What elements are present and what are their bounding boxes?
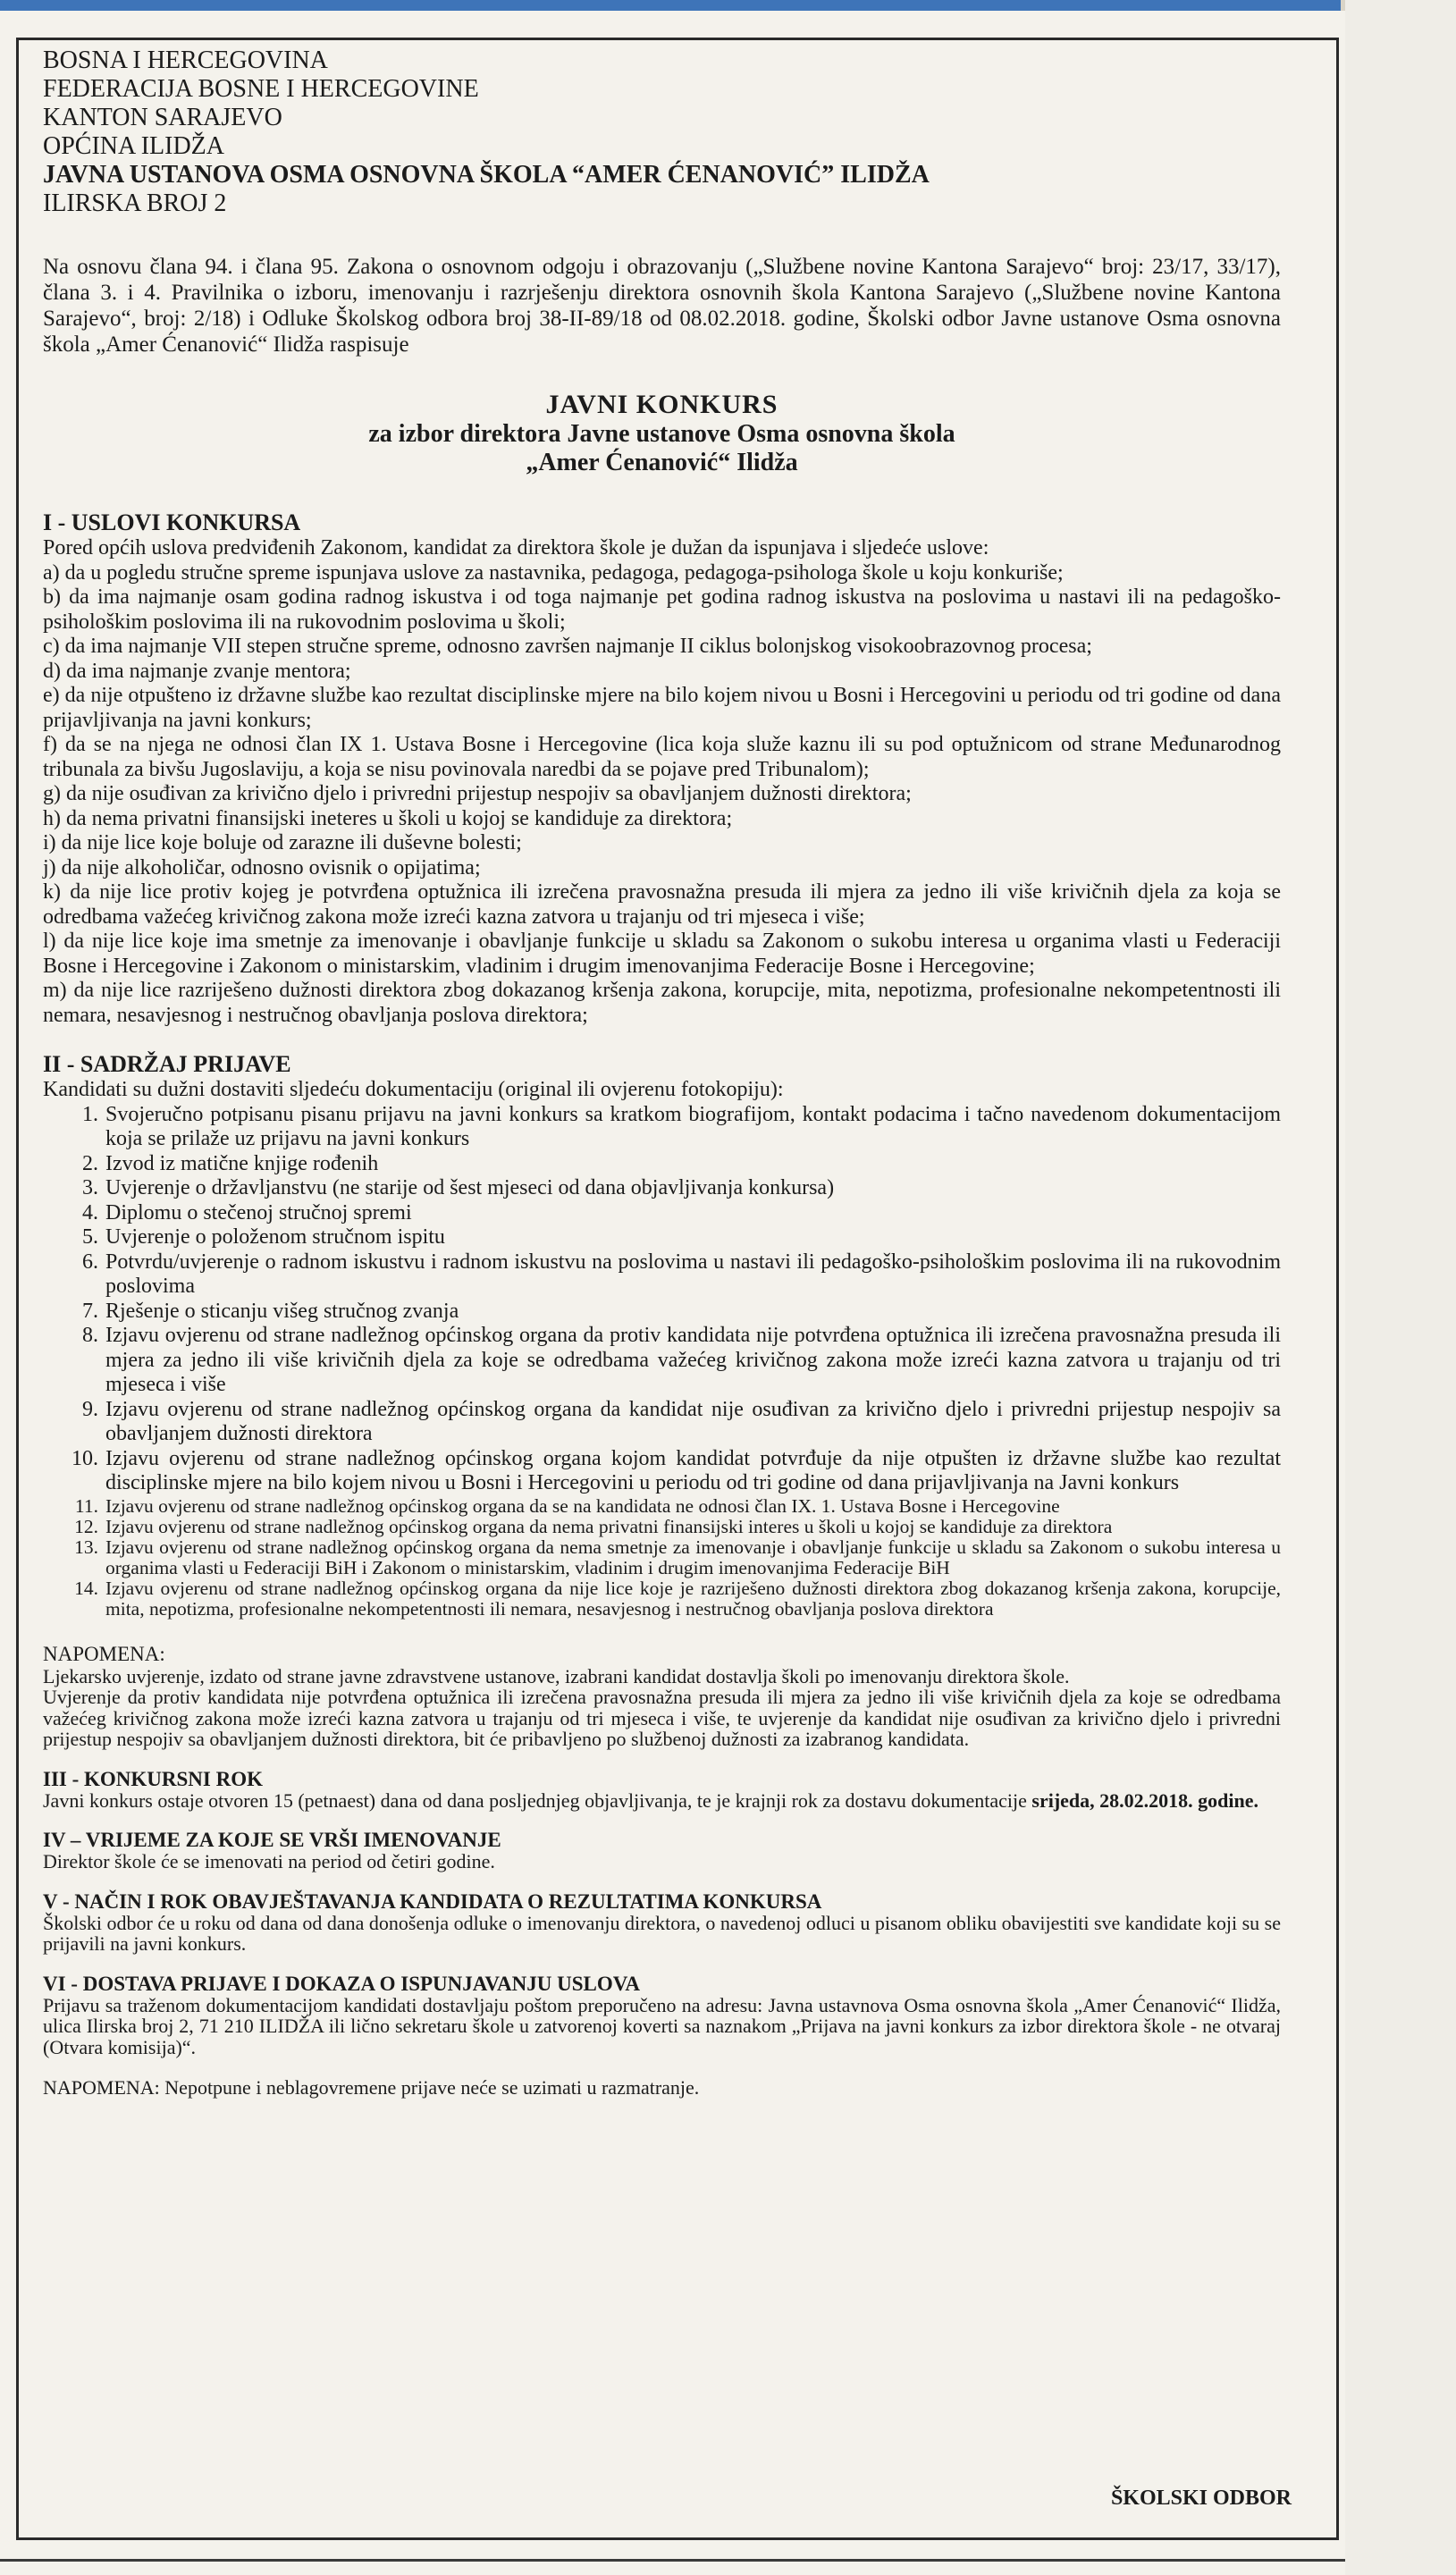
institution-header [43,46,1281,218]
intro-paragraph: Na osnovu člana 94. i člana 95. Zakona o osnovnom odgoju i obrazovanju („Službene novine Kantona Sarajevo“ broj: 23/17, 33/17), člana 3. i 4. Pravilnika o izboru, imenovanju i razrješenju direktora osnovnih škola Kantona Sarajevo („Službene novine Kantona Sarajevo“, broj: 2/18) i Odluke Školskog odbora broj 38-II-89/18 od 08.02.2018. godine, Školski odbor Javne ustanove Osma osnovna škola „Amer Ćenanović“ Ilidža raspisuje [43,255,1281,357]
condition-item: l) da nije lice koje ima smetnje za imenovanje i obavljanje funkcije u skladu sa Zakonom o sukobu interesa u organima vlasti u Federaciji Bosne i Hercegovine i Zakonom o ministarskim, vladinim i drugim imenovanjima Federacije Bosne i Hercegovine; [43,930,1281,978]
school-address: ILIRSKA BROJ 2 [43,189,227,217]
condition-item: j) da nije alkoholičar, odnosno ovisnik o opijatima; [43,855,481,879]
document-item: 14. Izjavu ovjerenu od strane nadležnog općinskog organa da nije lice koje je razriješeno dužnosti direktora zbog dokazanog kršenja zakona, korupcije, mita, nepotizma, profesionalne nekompetentnosti ili nemara, nesavjesnog i nestručnog obavljanja poslova direktora [74,1577,1281,1620]
section-heading: I - USLOVI KONKURSA [43,509,301,535]
header-line: FEDERACIJA BOSNE I HERCEGOVINE [43,75,479,103]
bottom-divider [0,2559,1345,2562]
document-item: 8. Izjavu ovjerenu od strane nadležnog općinskog organa da protiv kandidata nije potvrđena optužnica ili izrečena pravosnažna presuda ili mjera za jedno ili više krivičnih djela za koje se odredbama važećeg krivičnog zakona može izreći kazna zatvora u trajanju od tri mjeseca i više [82,1324,1281,1396]
document-item: 7. Rješenje o sticanju višeg stručnog zvanja [82,1299,459,1323]
header-line: KANTON SARAJEVO [43,104,282,131]
document-item: 6. Potvrdu/uvjerenje o radnom iskustvu i radnom iskustvu na poslovima u nastavi ili pedagoško-psihološkim poslovima ili na rukovodnim poslovima [82,1250,1281,1298]
deadline-date: srijeda, 28.02.2018. godine. [1031,1788,1259,1812]
newspaper-page [0,11,1345,2575]
adjacent-page-edge [1345,0,1456,2575]
condition-item: k) da nije lice protiv kojeg je potvrđena optužnica ili izrečena pravosnažna presuda ili mjera za jedno ili više krivičnih djela za koja se odredbama važećeg krivičnog zakona može izreći kazna zatvora u trajanju od tri mjeseca i više; [43,880,1281,929]
document-item: 4. Diplomu o stečenoj stručnoj spremi [82,1200,412,1224]
documents-list [43,1103,1281,1620]
header-line: BOSNA I HERCEGOVINA [43,46,328,74]
condition-item: h) da nema privatni finansijski ineteres u školi u kojoj se kandiduje za direktora; [43,806,733,830]
note-paragraph: Uvjerenje da protiv kandidata nije potvrđena optužnica ili izrečena pravosnažna presuda ili mjera za jedno ili više krivičnih djela za koje se odredbama važećeg krivičnog zakona može izreći kazna zatvora u trajanju od tri mjeseca i više, te uvjerenje da kandidat nije osuđivan za krivično djelo i privredni prijestup nespojiv sa obavljanjem dužnosti direktora, bit će pribavljeno po službenoj dužnosti za izabranog kandidata. [43,1686,1281,1750]
signature-school-board: ŠKOLSKI ODBOR [1110,2487,1292,2510]
document-item: 1. Svojeručno potpisanu pisanu prijavu na javni konkurs sa kratkom biografijom, kontakt podacima i tačno navedenom dokumentacijom koja se prilaže uz prijavu na javni konkurs [82,1102,1281,1150]
announcement-content [43,46,1281,2099]
section-text: Direktor škole će se imenovati na period od četiri godine. [43,1850,495,1872]
document-item: 9. Izjavu ovjerenu od strane nadležnog općinskog organa da kandidat nije osuđivan za krivično djelo i privredni prijestup nespojiv sa obavljanjem dužnosti direktora [82,1397,1281,1445]
document-item: 2. Izvod iz matične knjige rođenih [82,1151,379,1175]
condition-item: g) da nije osuđivan za krivično djelo i privredni prijestup nespojiv sa obavljanjem dužnosti direktora; [43,782,912,805]
condition-item: a) da u pogledu stručne spreme ispunjava uslove za nastavnika, pedagoga, pedagoga-psihologa škole u koju konkuriše; [43,560,1064,585]
section-text: Školski odbor će u roku od dana od dana donošenja odluke o imenovanju direktora, o navedenoj odluci u pisanom obliku obavijestiti sve kandidate koji su se prijavili na javni konkurs. [43,1911,1281,1955]
conditions-list [43,561,1281,1029]
section-heading: IV – VRIJEME ZA KOJE SE VRŠI IMENOVANJE [43,1829,501,1851]
document-item: 11. Izjavu ovjerenu od strane nadležnog općinskog organa da se na kandidata ne odnosi član IX. 1. Ustava Bosne i Hercegovine [74,1494,1060,1517]
document-item: 12. Izjavu ovjerenu od strane nadležnog općinskog organa da nema privatni finansijski interes u školi u kojoj se kandiduje za direktora [74,1515,1113,1537]
document-item: 13. Izjavu ovjerenu od strane nadležnog općinskog organa da nema smetnje za imenovanje i obavljanje funkcije u skladu sa Zakonom o sukobu interesa u organima vlasti u Federaciji BiH i Zakonom o ministarskim, vladinim i drugim imenovanjima Federacije BiH [74,1536,1281,1578]
condition-item: e) da nije otpušteno iz državne službe kao rezultat disciplinske mjere na bilo kojem nivou u Bosni i Hercegovini u periodu od tri godine od dana prijavljivanja na javni konkurs; [43,684,1281,732]
section-heading: III - KONKURSNI ROK [43,1767,264,1790]
deadline-paragraph: Javni konkurs ostaje otvoren 15 (petnaest) dana od dana posljednjeg objavljivanja, te je krajnji rok za dostavu dokumentacije srijeda, 28.02.2018. godine. [43,1788,1259,1812]
section-heading: VI - DOSTAVA PRIJAVE I DOKAZA O ISPUNJAVANJU USLOVA [43,1972,641,1995]
top-color-strip [0,0,1341,11]
section-heading: V - NAČIN I ROK OBAVJEŠTAVANJA KANDIDATA O REZULTATIMA KONKURSA [43,1889,822,1913]
document-item: 3. Uvjerenje o državljanstvu (ne starije od šest mjeseci od dana objavljivanja konkursa) [82,1176,835,1199]
condition-item: c) da ima najmanje VII stepen stručne spreme, odnosno završen najmanje II ciklus bolonjskog visokoobrazovnog procesa; [43,635,1092,658]
note-paragraph: Ljekarsko uvjerenje, izdato od strane javne zdravstvene ustanove, izabrani kandidat dostavlja školi po imenovanju direktora škole. [43,1664,1070,1687]
condition-item: d) da ima najmanje zvanje mentora; [43,659,351,683]
condition-item: f) da se na njega ne odnosi član IX 1. Ustava Bosne i Hercegovine (lica koja služe kaznu ili su pod optužnicom od strane Međunarodnog tribunala za bivšu Jugoslaviju, a koja se nisu povinovala naredbi da se pojave pred Tribunalom); [43,733,1281,781]
school-name: JAVNA USTANOVA OSMA OSNOVNA ŠKOLA “AMER ĆENANOVIĆ” ILIDŽA [43,161,930,189]
title-line: JAVNI KONKURS [545,390,778,419]
condition-item: i) da nije lice koje boluje od zarazne ili duševne bolesti; [43,831,522,854]
title-line: „Amer Ćenanović“ Ilidža [526,449,798,476]
section-text: Prijavu sa traženom dokumentacijom kandidati dostavljaju poštom preporučeno na adresu: Javna ustavnova Osma osnovna škola „Amer Ćenanović“ Ilidža, ulica Ilirska broj 2, 71 210 ILIDŽA ili lično sekretaru škole u zatvorenoj koverti sa naznakom „Prijava na javni konkurs za izbor direktora škole - ne otvaraj (Otvara komisija)“. [43,1993,1281,2058]
section-lead: Kandidati su dužni dostaviti sljedeću dokumentaciju (original ili ovjerenu fotokopiju): [43,1078,784,1101]
final-note: NAPOMENA: Nepotpune i neblagovremene prijave neće se uzimati u razmatranje. [43,2076,700,2099]
announcement-title [43,390,1281,477]
condition-item: b) da ima najmanje osam godina radnog iskustva i od toga najmanje pet godina radnog iskustva na poslovima u nastavi ili na pedagoško-psihološkim poslovima ili na rukovodnim poslovima u školi; [43,585,1281,634]
note-heading: NAPOMENA: [43,1642,165,1665]
section-lead: Pored općih uslova predviđenih Zakonom, kandidat za direktora škole je dužan da ispunjava i sljedeće uslove: [43,536,989,560]
header-line: OPĆINA ILIDŽA [43,132,224,160]
section-heading: II - SADRŽAJ PRIJAVE [43,1051,291,1077]
title-line: za izbor direktora Javne ustanove Osma osnovna škola [368,420,955,448]
condition-item: m) da nije lice razriješeno dužnosti direktora zbog dokazanog kršenja zakona, korupcije, mita, nepotizma, profesionalne nekompetentnosti ili nemara, nesavjesnog i nestručnog obavljanja poslova direktora; [43,979,1281,1027]
document-item: 10. Izjavu ovjerenu od strane nadležnog općinskog organa kojom kandidat potvrđuje da nije otpušten iz državne službe kao rezultat disciplinske mjere na bilo kojem nivou u Bosni i Hercegovini u periodu od tri godine od dana prijavljivanja na Javni konkurs [72,1446,1281,1494]
document-item: 5. Uvjerenje o položenom stručnom ispitu [82,1225,445,1249]
